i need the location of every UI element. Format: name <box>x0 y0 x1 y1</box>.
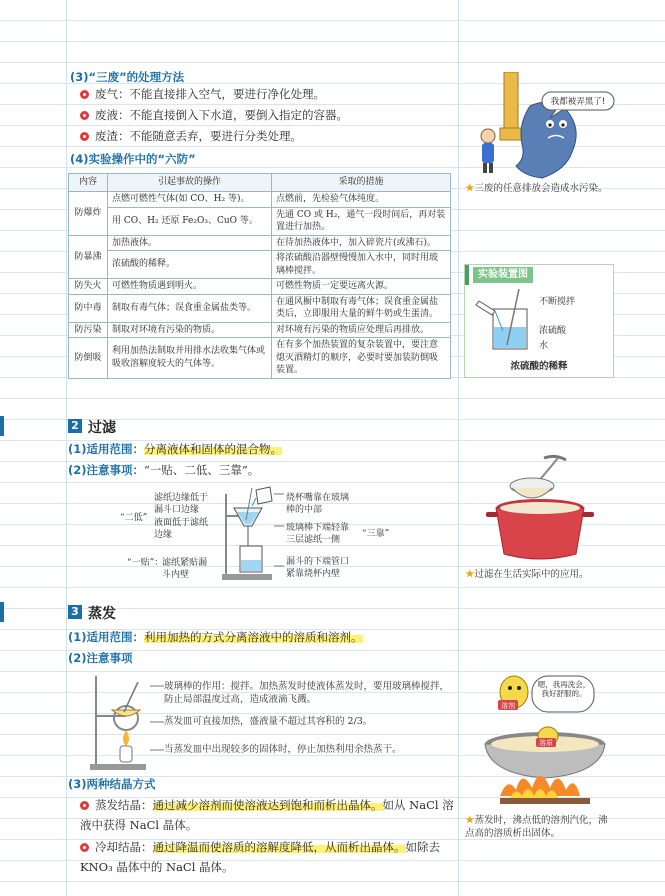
cartoon-bubble-text: 嗯，我再洗会，我好舒服的。 <box>537 680 591 698</box>
table-header: 采取的措施 <box>272 174 451 192</box>
table-header: 引起事故的操作 <box>108 174 272 192</box>
filtration-caption: ★过滤在生活实际中的应用。 <box>465 569 589 580</box>
table-row <box>69 279 451 295</box>
margin-line <box>458 0 459 896</box>
lab-label: 水 <box>539 341 549 351</box>
table-row <box>69 322 451 338</box>
table-cell: 制取对环境有污染的物质。 <box>108 322 272 338</box>
lab-setup-card <box>464 264 614 378</box>
table-row <box>69 207 451 235</box>
waste-item: 废气：不能直接排入空气，要进行净化处理。 <box>80 87 325 102</box>
table-cell: 点燃前，先检验气体纯度。 <box>272 192 451 208</box>
cool-crystallization-item: 冷却结晶：通过降温而使溶质的溶解度降低，从而析出晶体。如除去 KNO₃ 晶体中的 NaCl 晶体。 <box>80 840 440 874</box>
bullet-icon <box>80 801 89 810</box>
evaporation-scope: (1)适用范围：利用加热的方式分离溶液中的溶质和溶剂。 <box>68 630 363 644</box>
card-accent <box>465 265 469 285</box>
waste-item: 废液：不能直接倒入下水道，要倒入指定的容器。 <box>80 108 348 123</box>
table-cell: 在通风橱中制取有毒气体；误食重金属盐类后，立即服用大量的鲜牛奶或生蛋清。 <box>272 294 451 322</box>
solute-tag: 溶质 <box>539 739 553 747</box>
three-lean-label: “三靠” <box>362 529 390 539</box>
section-title: 过滤 <box>88 420 116 436</box>
star-icon: ★ <box>465 183 475 194</box>
table-row <box>69 192 451 208</box>
pollution-caption: ★三废的任意排放会造成水污染。 <box>465 183 608 194</box>
evap-crystallization-item: 蒸发结晶：通过减少溶剂而使溶液达到饱和而析出晶体。如从 NaCl 溶液中获得 NaCl 晶体。 <box>80 798 454 832</box>
table-header: 内容 <box>69 174 108 192</box>
table-cell: 对环境有污染的物质应处理后再排放。 <box>272 322 451 338</box>
three-lean-item: 烧杯嘴靠在玻璃棒的中部 <box>286 493 350 515</box>
two-low-item: 滤纸边缘低于漏斗口边缘 <box>154 493 209 515</box>
two-low-label: “二低” <box>120 513 148 523</box>
water-pollution-illustration <box>470 72 620 180</box>
table-row <box>69 251 451 279</box>
one-stick-label: “一贴”： <box>127 558 164 568</box>
table-cell: 利用加热法制取并用排水法收集气体或吸收溶解度较大的气体等。 <box>108 338 272 379</box>
strainer-pot-illustration <box>484 452 604 564</box>
lab-setup-title: 实验装置图 <box>473 267 533 283</box>
evaporation-note: 当蒸发皿中出现较多的固体时，停止加热利用余热蒸干。 <box>164 744 402 755</box>
evaporation-notes-heading: (2)注意事项 <box>68 651 133 665</box>
bullet-icon <box>80 90 89 99</box>
star-icon: ★ <box>465 569 475 580</box>
bracket-lines <box>274 488 286 578</box>
three-lean-item: 漏斗的下端管口紧靠烧杯内壁 <box>286 557 350 579</box>
filtration-scope: (1)适用范围：分离液体和固体的混合物。 <box>68 442 283 456</box>
table-cell: 防暴沸 <box>69 235 108 279</box>
table-row <box>69 294 451 322</box>
table-cell: 点燃可燃性气体(如 CO、H₂ 等)。 <box>108 192 272 208</box>
bullet-icon <box>80 111 89 120</box>
waste-item: 废渣：不能随意丢弃，要进行分类处理。 <box>80 129 302 144</box>
solvent-tag: 溶剂 <box>501 702 515 710</box>
table-cell: 加热液体。 <box>108 235 272 251</box>
table-cell: 将浓硫酸沿器壁慢慢加入水中，同时用玻璃棒搅拌。 <box>272 251 451 279</box>
table-row <box>69 338 451 379</box>
bullet-icon <box>80 843 89 852</box>
lab-label: 浓硫酸 <box>539 326 567 336</box>
table-cell: 在待加热液体中，加入碎瓷片(或沸石)。 <box>272 235 451 251</box>
table-cell: 先通 CO 或 H₂，通气一段时间后，再对装置进行加热。 <box>272 207 451 235</box>
table-cell: 制取有毒气体；误食重金属盐类等。 <box>108 294 272 322</box>
table-cell: 防失火 <box>69 279 108 295</box>
table-cell: 防倒吸 <box>69 338 108 379</box>
section-bar <box>0 416 4 436</box>
three-lean-item: 玻璃棒下端轻靠三层滤纸一侧 <box>286 523 350 545</box>
filtration-notes: (2)注意事项：“一贴、二低、三靠”。 <box>68 463 260 477</box>
star-icon: ★ <box>465 815 475 826</box>
pointer-lines <box>150 676 164 756</box>
one-stick-item: 滤纸紧贴漏斗内壁 <box>162 558 208 580</box>
two-low-item: 液面低于滤纸边缘 <box>154 518 209 540</box>
cartoon-bubble-text: 我都被弄黑了! <box>550 97 606 107</box>
section-bar <box>0 602 4 622</box>
three-wastes-heading: (3)“三废”的处理方法 <box>70 70 185 84</box>
six-prevention-table <box>68 173 451 379</box>
table-cell: 防中毒 <box>69 294 108 322</box>
evaporation-caption: ★蒸发时，沸点低的溶剂汽化，沸点高的溶质析出固体。 <box>465 815 608 839</box>
crystallization-heading: (3)两种结晶方式 <box>68 777 156 791</box>
evaporation-note: 蒸发皿可直接加热，盛液量不超过其容积的 2/3。 <box>164 716 373 727</box>
table-cell: 防爆炸 <box>69 192 108 236</box>
evaporation-note: 玻璃棒的作用：搅拌。加热蒸发时使液体蒸发时，要用玻璃棒搅拌，防止局部温度过高，造成液滴飞溅。 <box>164 681 450 705</box>
section-number: 3 <box>68 605 82 619</box>
table-cell: 用 CO、H₂ 还原 Fe₂O₃、CuO 等。 <box>108 207 272 235</box>
table-cell: 可燃性物质遇到明火。 <box>108 279 272 295</box>
table-cell: 在有多个加热装置的复杂装置中，要注意熄灭酒精灯的顺序，必要时要加装防倒吸装置。 <box>272 338 451 379</box>
table-cell: 浓硫酸的稀释。 <box>108 251 272 279</box>
table-cell: 防污染 <box>69 322 108 338</box>
section-title: 蒸发 <box>88 606 116 622</box>
lab-label: 不断搅拌 <box>539 297 576 307</box>
margin-line <box>66 0 67 896</box>
table-row <box>69 235 451 251</box>
table-cell: 可燃性物质一定要远离火源。 <box>272 279 451 295</box>
boiling-pot-illustration <box>470 664 620 812</box>
bullet-icon <box>80 132 89 141</box>
table-header-row <box>69 174 451 192</box>
lab-caption: 浓硫酸的稀释 <box>510 361 568 372</box>
six-prevention-heading: (4)实验操作中的“六防” <box>70 152 196 166</box>
section-number: 2 <box>68 419 82 433</box>
